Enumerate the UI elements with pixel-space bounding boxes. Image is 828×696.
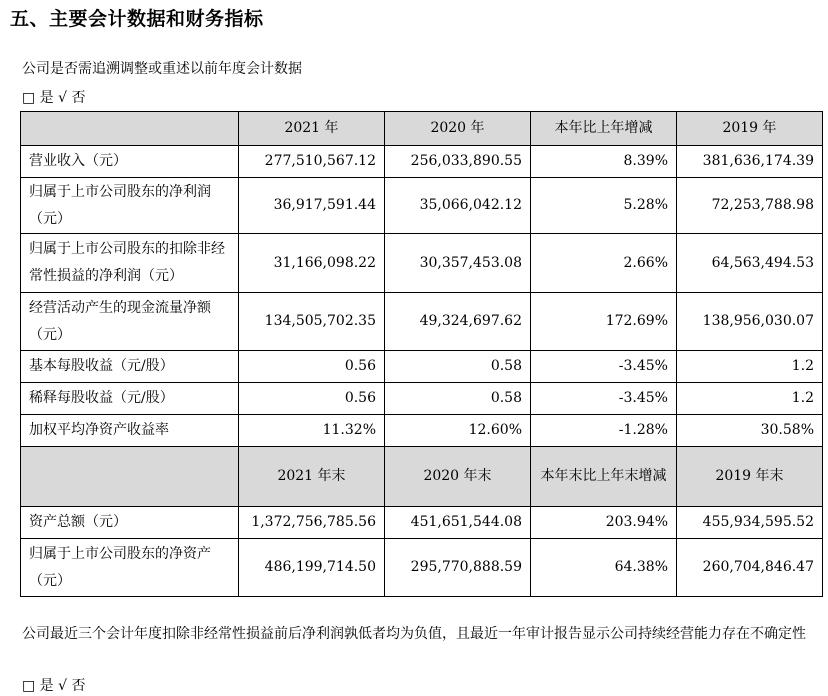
- row-label: 归属于上市公司股东的扣除非经常性损益的净利润（元）: [21, 234, 239, 293]
- cell-2019: 1.2: [677, 383, 823, 415]
- cell-2020: 30,357,453.08: [385, 234, 531, 293]
- table-row: [21, 293, 823, 351]
- table-row: [21, 234, 823, 293]
- cell-change: -3.45%: [531, 383, 677, 415]
- row-label: 稀释每股收益（元/股）: [21, 383, 239, 415]
- table-header-row-2: [21, 447, 823, 507]
- table-row: [21, 146, 823, 178]
- cell-change: 203.94%: [531, 507, 677, 539]
- header-cell: 本年末比上年末增减: [531, 447, 677, 507]
- cell-2020: 0.58: [385, 383, 531, 415]
- header-cell: 2021 年: [239, 112, 385, 146]
- cell-2020: 49,324,697.62: [385, 293, 531, 351]
- cell-change: -1.28%: [531, 415, 677, 447]
- header-cell: 2021 年末: [239, 447, 385, 507]
- section-title: 五、主要会计数据和财务指标: [10, 8, 264, 30]
- cell-change: 64.38%: [531, 539, 677, 597]
- cell-2021: 134,505,702.35: [239, 293, 385, 351]
- row-label: 归属于上市公司股东的净资产（元）: [21, 539, 239, 597]
- header-cell: 本年比上年增减: [531, 112, 677, 146]
- restate-answer: □ 是 √ 否: [22, 90, 86, 106]
- cell-2021: 11.32%: [239, 415, 385, 447]
- cell-2019: 381,636,174.39: [677, 146, 823, 178]
- table-row: [21, 383, 823, 415]
- header-cell: 2020 年: [385, 112, 531, 146]
- cell-2020: 451,651,544.08: [385, 507, 531, 539]
- row-label: 加权平均净资产收益率: [21, 415, 239, 447]
- cell-2019: 30.58%: [677, 415, 823, 447]
- cell-2019: 455,934,595.52: [677, 507, 823, 539]
- cell-change: 2.66%: [531, 234, 677, 293]
- cell-2019: 1.2: [677, 351, 823, 383]
- cell-2019: 64,563,494.53: [677, 234, 823, 293]
- cell-2021: 0.56: [239, 383, 385, 415]
- cell-2020: 12.60%: [385, 415, 531, 447]
- cell-2021: 36,917,591.44: [239, 178, 385, 234]
- header-cell: [21, 112, 239, 146]
- cell-2020: 35,066,042.12: [385, 178, 531, 234]
- restate-question: 公司是否需追溯调整或重述以前年度会计数据: [22, 61, 302, 77]
- row-label: 营业收入（元）: [21, 146, 239, 178]
- cell-2019: 260,704,846.47: [677, 539, 823, 597]
- header-cell: 2019 年: [677, 112, 823, 146]
- table-row: [21, 415, 823, 447]
- cell-2020: 0.58: [385, 351, 531, 383]
- header-cell: 2019 年末: [677, 447, 823, 507]
- cell-change: -3.45%: [531, 351, 677, 383]
- cell-2020: 256,033,890.55: [385, 146, 531, 178]
- table-header-row: [21, 112, 823, 146]
- cell-2021: 31,166,098.22: [239, 234, 385, 293]
- cell-2020: 295,770,888.59: [385, 539, 531, 597]
- row-label: 基本每股收益（元/股）: [21, 351, 239, 383]
- cell-change: 5.28%: [531, 178, 677, 234]
- cell-2021: 1,372,756,785.56: [239, 507, 385, 539]
- cell-2019: 72,253,788.98: [677, 178, 823, 234]
- cell-2019: 138,956,030.07: [677, 293, 823, 351]
- row-label: 资产总额（元）: [21, 507, 239, 539]
- row-label: 归属于上市公司股东的净利润（元）: [21, 178, 239, 234]
- table-row: [21, 178, 823, 234]
- header-cell: [21, 447, 239, 507]
- cell-2021: 486,199,714.50: [239, 539, 385, 597]
- header-cell: 2020 年末: [385, 447, 531, 507]
- cell-change: 172.69%: [531, 293, 677, 351]
- table-row: [21, 539, 823, 597]
- financial-table: [20, 111, 823, 597]
- going-concern-question: 公司最近三个会计年度扣除非经常性损益前后净利润孰低者均为负值，且最近一年审计报告显示公司持续经营能力存在不确定性: [22, 626, 806, 642]
- table-row: [21, 351, 823, 383]
- cell-change: 8.39%: [531, 146, 677, 178]
- table-row: [21, 507, 823, 539]
- row-label: 经营活动产生的现金流量净额（元）: [21, 293, 239, 351]
- cell-2021: 277,510,567.12: [239, 146, 385, 178]
- cell-2021: 0.56: [239, 351, 385, 383]
- going-concern-answer: □ 是 √ 否: [22, 678, 86, 694]
